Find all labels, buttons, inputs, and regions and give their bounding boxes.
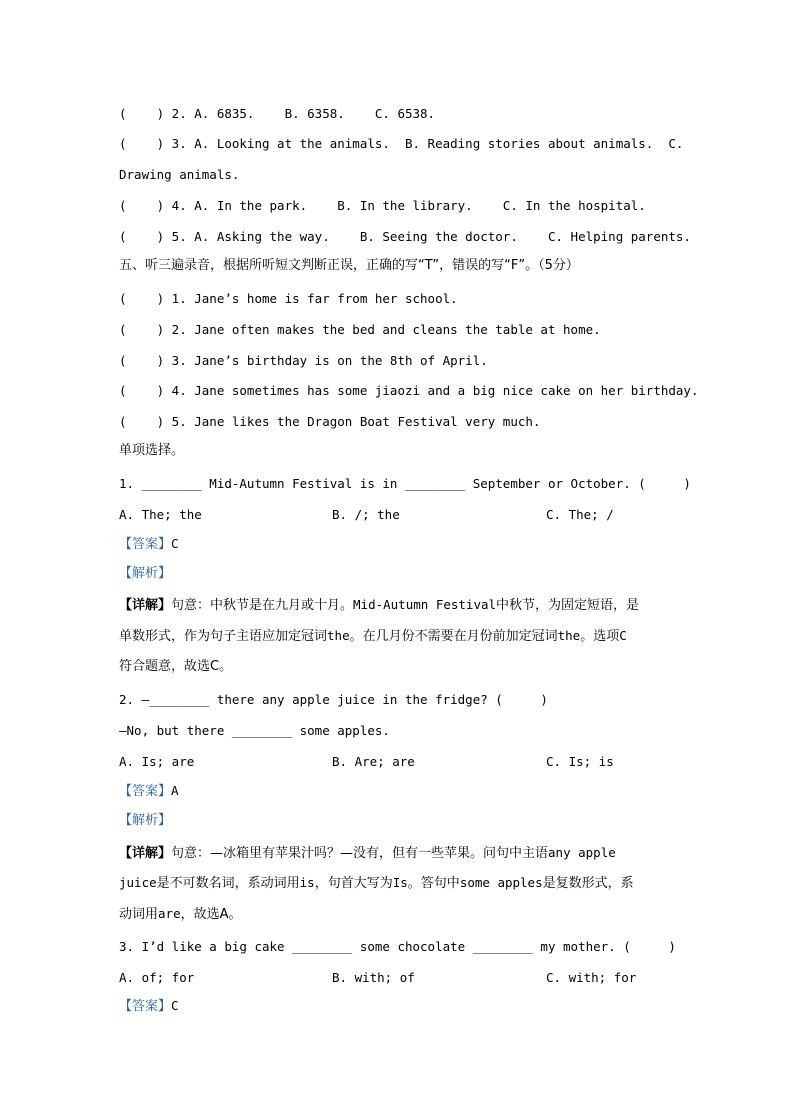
tf-item-5: ( ) 5. Jane likes the Dragon Boat Festival very much.	[119, 414, 541, 429]
answer-value: C	[171, 998, 179, 1013]
answer-value: C	[171, 536, 179, 551]
question-2-option-a: A. Is; are	[119, 754, 195, 769]
question-1-analysis-label: 【解析】	[119, 566, 172, 581]
tf-item-3: ( ) 3. Jane’s birthday is on the 8th of April.	[119, 353, 488, 368]
listening-item-4: ( ) 4. A. In the park. B. In the library. C. In the hospital.	[119, 198, 646, 213]
listening-item-5: ( ) 5. A. Asking the way. B. Seeing the doctor. C. Helping parents.	[119, 229, 691, 244]
question-1-detail-line-3: 符合题意，故选C。	[119, 659, 233, 674]
question-2-detail-line-2: juice是不可数名词，系动词用is，句首大写为Is。答句中some apples是复数形式，系	[119, 875, 634, 891]
question-1-answer	[119, 536, 179, 553]
question-1-option-b: B. /; the	[332, 507, 400, 522]
question-1-option-a: A. The; the	[119, 507, 202, 522]
question-3-option-b: B. with; of	[332, 970, 415, 985]
tf-item-4: ( ) 4. Jane sometimes has some jiaozi and a big nice cake on her birthday.	[119, 383, 699, 398]
section-5-title: 五、听三遍录音，根据所听短文判断正误，正确的写“T”，错误的写“F”。（5分）	[119, 258, 579, 273]
question-3-option-a: A. of; for	[119, 970, 195, 985]
question-2-answer	[119, 783, 179, 800]
question-2-analysis-label: 【解析】	[119, 813, 172, 828]
question-3-option-c: C. with; for	[546, 970, 637, 985]
answer-value: A	[171, 783, 179, 798]
listening-item-3-cont: Drawing animals.	[119, 167, 240, 182]
question-2-stem: 2. —________ there any apple juice in the fridge? ( )	[119, 692, 548, 707]
listening-item-2: ( ) 2. A. 6835. B. 6358. C. 6538.	[119, 106, 436, 121]
multiple-choice-title: 单项选择。	[119, 443, 185, 458]
answer-label: 【答案】	[119, 537, 172, 552]
question-3-stem: 3. I’d like a big cake ________ some chocolate ________ my mother. ( )	[119, 939, 676, 954]
tf-item-1: ( ) 1. Jane’s home is far from her school.	[119, 291, 458, 306]
question-2-reply: —No, but there ________ some apples.	[119, 723, 390, 738]
listening-item-3: ( ) 3. A. Looking at the animals. B. Reading stories about animals. C.	[119, 136, 684, 151]
question-1-detail-line-2: 单数形式，作为句子主语应加定冠词the。在几月份不需要在月份前加定冠词the。选项C	[119, 628, 627, 644]
answer-label: 【答案】	[119, 784, 172, 799]
tf-item-2: ( ) 2. Jane often makes the bed and cleans the table at home.	[119, 322, 601, 337]
question-2-option-c: C. Is; is	[546, 754, 614, 769]
question-1-detail-line-1: 【详解】句意：中秋节是在九月或十月。Mid-Autumn Festival中秋节，为固定短语，是	[119, 597, 640, 613]
detail-label: 【详解】	[119, 846, 172, 861]
question-2-option-b: B. Are; are	[332, 754, 415, 769]
question-3-answer	[119, 998, 179, 1015]
question-1-option-c: C. The; /	[546, 507, 614, 522]
question-1-stem: 1. ________ Mid-Autumn Festival is in ________ September or October. ( )	[119, 476, 691, 491]
answer-label: 【答案】	[119, 999, 172, 1014]
question-2-detail-line-3: 动词用are，故选A。	[119, 906, 242, 922]
detail-label: 【详解】	[119, 598, 172, 613]
question-2-detail-line-1: 【详解】句意：—冰箱里有苹果汁吗？—没有，但有一些苹果。问句中主语any apple	[119, 845, 616, 861]
